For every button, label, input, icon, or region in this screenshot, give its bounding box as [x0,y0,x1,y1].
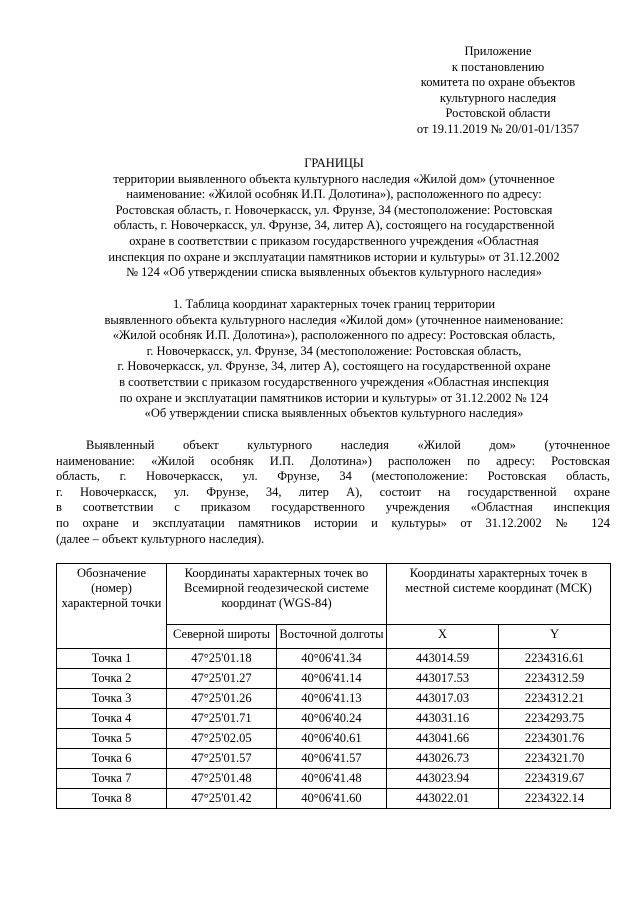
appendix-line: культурного наследия [439,90,557,105]
cell-point: Точка 2 [57,669,167,689]
table-row [57,709,611,729]
cell-x: 443041.66 [387,729,499,749]
appendix-line: от 19.11.2019 № 20/01-01/1357 [416,121,580,136]
title-line: № 124 «Об утверждении списка выявленных объектов культурного наследия» [126,265,542,280]
appendix-block [388,44,608,138]
header-east: Восточной долготы [277,624,387,648]
cell-lat: 47°25'01.57 [167,749,277,769]
cell-point: Точка 1 [57,649,167,669]
section-line: г. Новочеркасск, ул. Фрунзе, 34 (местоположение: Ростовская область, [146,343,522,358]
cell-lon: 40°06'40.61 [277,729,387,749]
cell-point: Точка 4 [57,709,167,729]
cell-y: 2234316.61 [499,649,611,669]
cell-point: Точка 8 [57,789,167,809]
header-x: X [387,624,499,648]
cell-lat: 47°25'02.05 [167,729,277,749]
section-heading [56,297,612,422]
table-header-row [57,564,611,625]
paragraph-line: в соответствии с приказом государственного учреждения «Областная инспекция [56,500,610,515]
cell-lat: 47°25'01.48 [167,769,277,789]
cell-point: Точка 6 [57,749,167,769]
cell-y: 2234319.67 [499,769,611,789]
cell-x: 443017.53 [387,669,499,689]
cell-lat: 47°25'01.18 [167,649,277,669]
table-row [57,789,611,809]
header-y: Y [499,624,611,648]
paragraph-line: область, г. Новочеркасск, ул. Фрунзе, 34 (местоположение: Ростовская область, [56,469,610,484]
cell-x: 443026.73 [387,749,499,769]
cell-x: 443014.59 [387,649,499,669]
title-line: охране в соответствии с приказом государственного учреждения «Областная [129,233,539,248]
document-heading: ГРАНИЦЫ [304,156,364,170]
cell-lon: 40°06'41.13 [277,689,387,709]
coordinates-table [56,563,611,809]
section-line: «Об утверждении списка выявленных объектов культурного наследия» [144,406,524,421]
table-row [57,669,611,689]
section-line: по охране и эксплуатации памятников истории и культуры» от 31.12.2002 № 124 [119,390,549,405]
cell-lat: 47°25'01.26 [167,689,277,709]
cell-point: Точка 5 [57,729,167,749]
cell-y: 2234301.76 [499,729,611,749]
cell-lat: 47°25'01.71 [167,709,277,729]
cell-x: 443031.16 [387,709,499,729]
header-wgs: Координаты характерных точек во Всемирной геодезической системе координат (WGS-84) [167,564,387,625]
title-line: территории выявленного объекта культурного наследия «Жилой дом» (уточненное [113,171,555,186]
cell-x: 443022.01 [387,789,499,809]
body-paragraph [56,438,610,547]
cell-lon: 40°06'40.24 [277,709,387,729]
cell-y: 2234321.70 [499,749,611,769]
cell-lon: 40°06'41.14 [277,669,387,689]
appendix-line: к постановлению [451,59,545,74]
cell-lat: 47°25'01.42 [167,789,277,809]
cell-lat: 47°25'01.27 [167,669,277,689]
paragraph-line: (далее – объект культурного наследия). [56,531,265,546]
appendix-line: комитета по охране объектов [420,75,576,90]
table-row [57,649,611,669]
cell-x: 443017.03 [387,689,499,709]
header-north: Северной широты [167,624,277,648]
cell-lon: 40°06'41.48 [277,769,387,789]
cell-y: 2234312.21 [499,689,611,709]
section-line: г. Новочеркасск, ул. Фрунзе, 34, литер А), состоящего на государственной охране [117,359,551,374]
table-body [57,649,611,809]
title-line: наименование: «Жилой особняк И.П. Долотина»), расположенного по адресу: [126,187,542,202]
appendix-line: Приложение [464,44,532,58]
paragraph-line: наименование: «Жилой особняк И.П. Долотина») расположен по адресу: Ростовская [56,453,610,468]
cell-point: Точка 7 [57,769,167,789]
section-line: в соответствии с приказом государственного учреждения «Областная инспекция [119,374,549,389]
table-row [57,749,611,769]
title-line: инспекция по охране и эксплуатации памятников истории и культуры» от 31.12.2002 [108,249,560,264]
cell-point: Точка 3 [57,689,167,709]
table-row [57,689,611,709]
header-msk: Координаты характерных точек в местной системе координат (МСК) [387,564,611,625]
paragraph-line: г. Новочеркасск, ул. Фрунзе, 34, литер А), состоит на государственной охране [56,484,610,499]
section-line: 1. Таблица координат характерных точек границ территории [172,297,496,311]
cell-y: 2234293.75 [499,709,611,729]
cell-lon: 40°06'41.34 [277,649,387,669]
paragraph-line: Выявленный объект культурного наследия «Жилой дом» (уточненное [86,438,610,452]
appendix-line: Ростовской области [445,106,551,121]
table-row [57,769,611,789]
section-line: «Жилой особняк И.П. Долотина»), расположенного по адресу: Ростовская область, [112,328,556,343]
paragraph-line: по охране и эксплуатации памятников истории и культуры» от 31.12.2002 № 124 [56,515,610,530]
cell-lon: 40°06'41.57 [277,749,387,769]
cell-y: 2234322.14 [499,789,611,809]
section-line: выявленного объекта культурного наследия «Жилой дом» (уточненное наименование: [104,312,564,327]
table-row [57,729,611,749]
cell-x: 443023.94 [387,769,499,789]
title-line: Ростовская область, г. Новочеркасск, ул. Фрунзе, 34 (местоположение: Ростовская [115,202,553,217]
header-designation: Обозначение (номер) характерной точки [57,564,167,649]
title-block [56,156,612,281]
cell-y: 2234312.59 [499,669,611,689]
title-line: область, г. Новочеркасск, ул. Фрунзе, 34, литер А), состоящего на государственной [113,218,555,233]
cell-lon: 40°06'41.60 [277,789,387,809]
